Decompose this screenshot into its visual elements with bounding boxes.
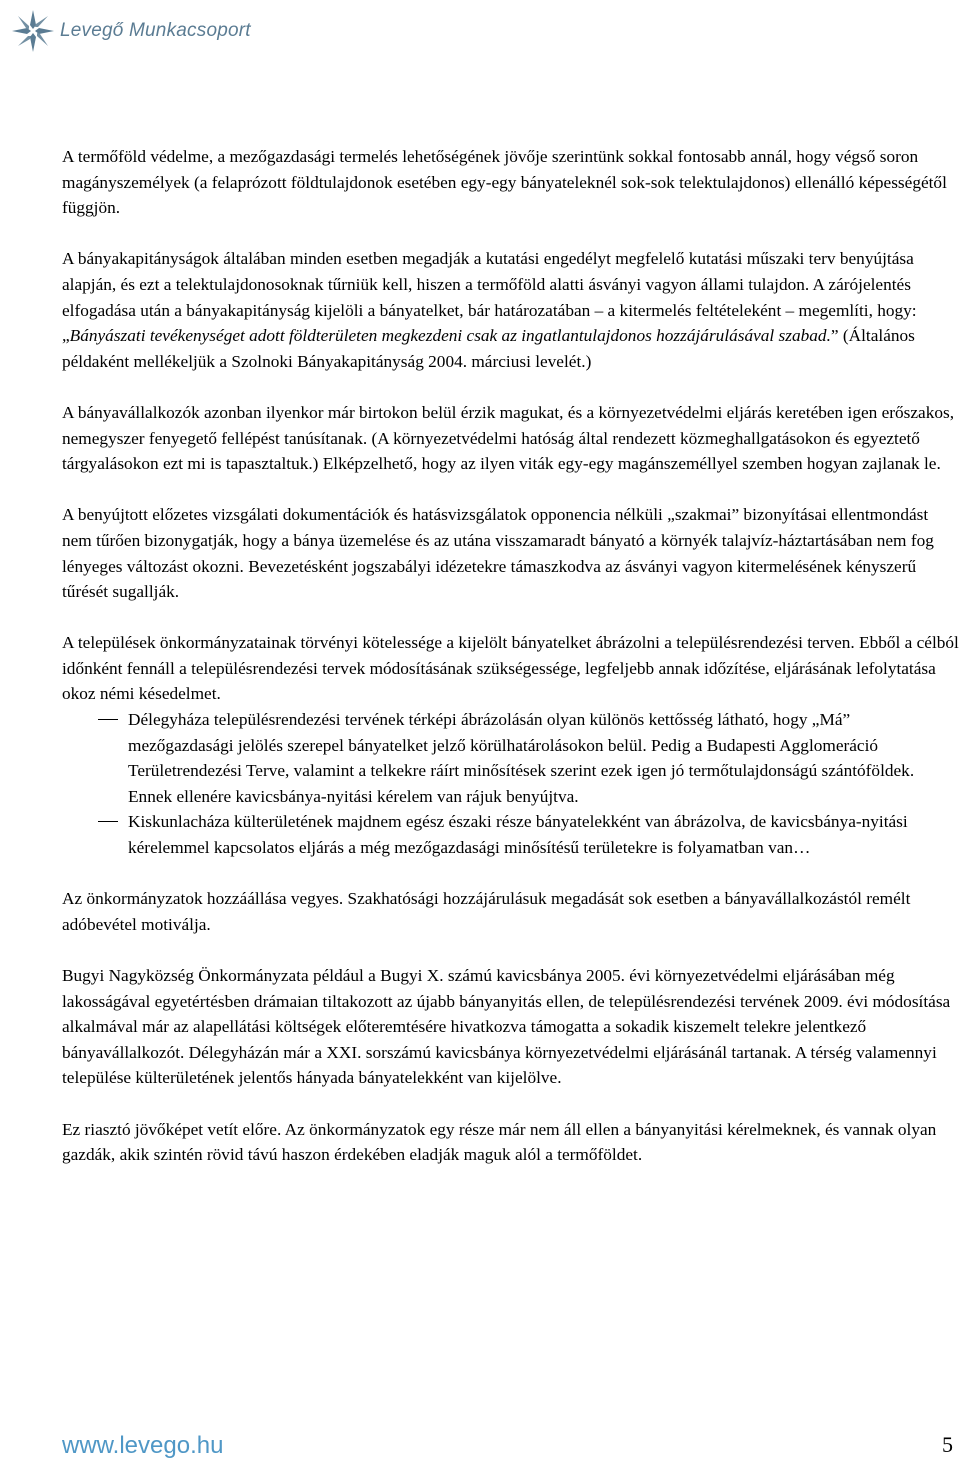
paragraph-2-quote: Bányászati tevékenységet adott földterületen megkezdeni csak az ingatlantulajdonos hozzájárulásával szabad. <box>69 326 831 346</box>
paragraph-5: A települések önkormányzatainak törvényi kötelessége a kijelölt bányatelket ábrázolni a településrendezési terven. Ebből a célból időnként fennáll a településrendezési tervek módosításának szükségessége, legfeljebb annak időzítése, eljárásának lefolytatása okoz némi késedelmet. <box>62 633 959 704</box>
paragraph-1: A termőföld védelme, a mezőgazdasági termelés lehetőségének jövője szerintünk sokkal fontosabb annál, hogy végső soron magányszemélyek (a felaprózott földtulajdonok esetében egy-egy bányateleknél sok-sok telektulajdonos) ellenálló képességétől függjön. <box>62 147 947 218</box>
paragraph-6: Az önkormányzatok hozzáállása vegyes. Szakhatósági hozzájárulásuk megadását sok esetben a bányavállalkozástól remélt adóbevétel motiválja. <box>62 889 911 934</box>
bullet-item-kiskunlachaza: Kiskunlacháza külterületének majdnem egész északi része bányatelekként van ábrázolva, de kavicsbánya-nyitási kérelemmel kapcsolatos eljárás a még mezőgazdasági minősítésű területekre is folyamatban van… <box>62 809 960 860</box>
page-number: 5 <box>942 1432 953 1457</box>
logo-text: Levegő Munkacsoport <box>60 20 251 41</box>
document-body <box>62 144 960 1193</box>
bullet-list <box>62 707 960 861</box>
paragraph-7: Bugyi Nagyközség Önkormányzata például a Bugyi X. számú kavicsbánya 2005. évi környezetvédelmi eljárásában még lakosságával egyetértésben drámaian tiltakozott az újabb bányanyitás ellen, de településrendezési tervének 2009. évi módosítása alkalmával már az alapellátási költségek előteremtésére hivatkozva támogatta a sokadik kiszemelt telekre jelentkező bányavállalkozót. Délegyházán már a XXI. sorszámú kavicsbánya környezetvédelmi eljárásánál tartanak. A térség valamennyi települése külterületének jelentős hányada bányatelekként van kijelölve. <box>62 966 951 1088</box>
snowflake-star-icon <box>10 8 56 54</box>
paragraph-4: A benyújtott előzetes vizsgálati dokumentációk és hatásvizsgálatok opponencia nélküli „szakmai” bizonyításai ellentmondást nem tűrően bizonygatják, hogy a bánya üzemelése és az utána visszamaradt bányató a környék talajvíz-háztartásában nem fog lényeges változást okozni. Bevezetésként jogszabályi idézetekre támaszkodva az ásványi vagyon kitermelésének kényszerű tűrését sugallják. <box>62 505 934 602</box>
paragraph-3: A bányavállalkozók azonban ilyenkor már birtokon belül érzik magukat, és a környezetvédelmi eljárás keretében igen erőszakos, nemegyszer fenyegető fellépést tanúsítanak. (A környezetvédelmi hatóság által rendezett közmeghallgatásokon és egyeztető tárgyalásokon ezt mi is tapasztaltuk.) Elképzelhető, hogy az ilyen viták egy-egy magánszeméllyel szemben hogyan zajlanak le. <box>62 402 955 474</box>
paragraph-2-text-b: ” (Általános példaként mellékeljük a Szolnoki Bányakapitányság 2004. márciusi levelét.) <box>62 326 915 371</box>
bullet-item-delegyhaza: Délegyháza településrendezési tervének térképi ábrázolásán olyan különös kettősség látható, hogy „Má” mezőgazdasági jelölés szerepel bányatelket jelző körülhatárolásokon belül. Pedig a Budapesti Agglomeráció Területrendezési Terve, valamint a telkekre ráírt minősítések szerint ezek igen jó termőtulajdonságú szántóföldek. Ennek ellenére kavicsbánya-nyitási kérelem van rájuk benyújtva. <box>62 707 960 809</box>
header-logo[interactable] <box>10 8 251 54</box>
paragraph-8: Ez riasztó jövőképet vetít előre. Az önkormányzatok egy része már nem áll ellen a bányanyitási kérelmeknek, és vannak olyan gazdák, akik szintén rövid távú haszon érdekében eladják maguk alól a termőföldet. <box>62 1119 937 1165</box>
footer-website-link[interactable]: www.levego.hu <box>62 1432 224 1459</box>
paragraph-2-text-a: A bányakapitányságok általában minden esetben megadják a kutatási engedélyt megfelelő kutatási műszaki terv benyújtása alapján, és ezt a telektulajdonosoknak tűrniük kell, hiszen a termőföld alatti ásványi vagyon állami tulajdon. A zárójelentés elfogadása után a bányakapitányság kijelöli a bányatelket, bár határozatában – a kitermelés feltételeként – megemlíti, hogy: „ <box>62 249 917 346</box>
paragraph-2 <box>62 246 960 374</box>
